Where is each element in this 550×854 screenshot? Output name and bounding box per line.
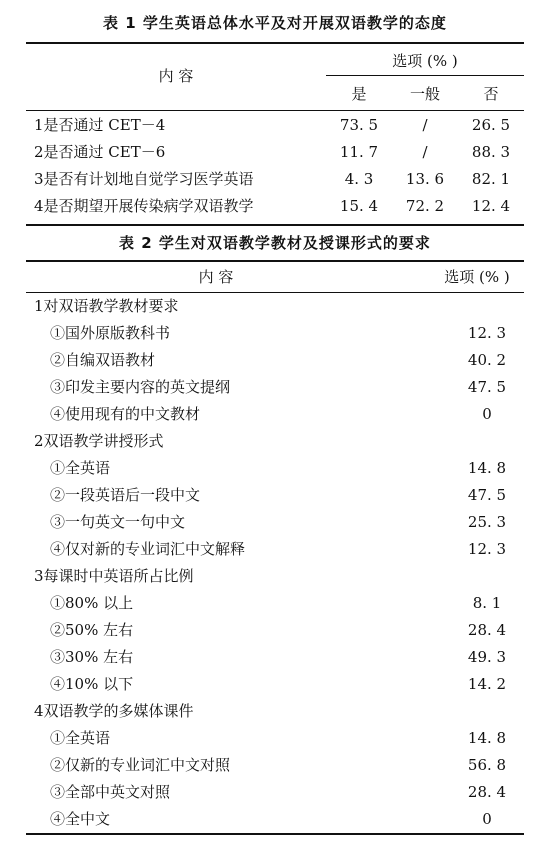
table1-row-no: 12. 4 bbox=[471, 197, 511, 215]
table2-item-label: ②仅新的专业词汇中文对照 bbox=[50, 756, 231, 774]
table2-item-label: ④使用现有的中文教材 bbox=[50, 405, 201, 423]
table1-options-subrule bbox=[326, 75, 524, 76]
table2-item-value: 14. 2 bbox=[467, 675, 507, 693]
table2-item-label: ③30% 左右 bbox=[50, 648, 134, 666]
table2-top-rule bbox=[26, 260, 524, 262]
table1-row-no: 88. 3 bbox=[471, 143, 511, 161]
table2-item-label: ③全部中英文对照 bbox=[50, 783, 171, 801]
table2-bottom-rule bbox=[26, 833, 524, 835]
table1-row-label: 2是否通过 CET－6 bbox=[34, 143, 166, 161]
table2-item-value: 0 bbox=[482, 810, 492, 828]
table2-section-label: 3每课时中英语所占比例 bbox=[34, 567, 194, 585]
table2-item-value: 28. 4 bbox=[467, 783, 507, 801]
table2-item-label: ①80% 以上 bbox=[50, 594, 134, 612]
table1-row-yes: 4. 3 bbox=[344, 170, 374, 188]
table2-item-value: 47. 5 bbox=[467, 486, 507, 504]
table1-title: 表 1 学生英语总体水平及对开展双语教学的态度 bbox=[103, 14, 447, 32]
table2-section-label: 1对双语教学教材要求 bbox=[34, 297, 179, 315]
table2-item-label: ①全英语 bbox=[50, 459, 111, 477]
table1-header-rule bbox=[26, 110, 524, 111]
table2-item-value: 14. 8 bbox=[467, 729, 507, 747]
table1-top-rule bbox=[26, 42, 524, 44]
table1-bottom-rule bbox=[26, 224, 524, 226]
table2-item-label: ②一段英语后一段中文 bbox=[50, 486, 201, 504]
table1-row-label: 1是否通过 CET－4 bbox=[34, 116, 166, 134]
table1-header-content: 内 容 bbox=[158, 67, 194, 85]
table2-section-label: 2双语教学讲授形式 bbox=[34, 432, 164, 450]
table1-subheader-no: 否 bbox=[483, 85, 499, 103]
table1-row-yes: 15. 4 bbox=[339, 197, 379, 215]
table2-item-label: ③印发主要内容的英文提纲 bbox=[50, 378, 231, 396]
table1-row-mid: 13. 6 bbox=[405, 170, 445, 188]
table2-item-label: ③一句英文一句中文 bbox=[50, 513, 186, 531]
table2-item-value: 47. 5 bbox=[467, 378, 507, 396]
table1-subheader-yes: 是 bbox=[351, 85, 367, 103]
table1-header-options: 选项 (% ) bbox=[392, 52, 458, 70]
table2-item-label: ②自编双语教材 bbox=[50, 351, 156, 369]
table2-item-label: ④10% 以下 bbox=[50, 675, 134, 693]
table1-row-yes: 73. 5 bbox=[339, 116, 379, 134]
table2-item-label: ④全中文 bbox=[50, 810, 111, 828]
table1-subheader-mid: 一般 bbox=[409, 85, 440, 103]
table2-item-value: 12. 3 bbox=[467, 324, 507, 342]
table1-row-label: 4是否期望开展传染病学双语教学 bbox=[34, 197, 254, 215]
table2-item-value: 14. 8 bbox=[467, 459, 507, 477]
table2-item-label: ①国外原版教科书 bbox=[50, 324, 171, 342]
table2-item-value: 49. 3 bbox=[467, 648, 507, 666]
table1-row-mid: 72. 2 bbox=[405, 197, 445, 215]
table1-row-mid: / bbox=[422, 116, 428, 134]
table2-title: 表 2 学生对双语教学教材及授课形式的要求 bbox=[119, 234, 431, 252]
table1-row-no: 26. 5 bbox=[471, 116, 511, 134]
table2-item-label: ①全英语 bbox=[50, 729, 111, 747]
table2-header-options: 选项 (% ) bbox=[444, 268, 510, 286]
table2-item-value: 56. 8 bbox=[467, 756, 507, 774]
table2-item-value: 0 bbox=[482, 405, 492, 423]
table2-header-content: 内 容 bbox=[198, 268, 234, 286]
table2-item-label: ④仅对新的专业词汇中文解释 bbox=[50, 540, 246, 558]
table2-item-value: 12. 3 bbox=[467, 540, 507, 558]
table1-row-label: 3是否有计划地自觉学习医学英语 bbox=[34, 170, 254, 188]
table1-row-no: 82. 1 bbox=[471, 170, 511, 188]
table2-item-value: 28. 4 bbox=[467, 621, 507, 639]
table2-item-label: ②50% 左右 bbox=[50, 621, 134, 639]
table2-header-rule bbox=[26, 292, 524, 293]
table1-row-yes: 11. 7 bbox=[339, 143, 379, 161]
table2-item-value: 25. 3 bbox=[467, 513, 507, 531]
table1-row-mid: / bbox=[422, 143, 428, 161]
table2-item-value: 40. 2 bbox=[467, 351, 507, 369]
table2-item-value: 8. 1 bbox=[472, 594, 502, 612]
table2-section-label: 4双语教学的多媒体课件 bbox=[34, 702, 194, 720]
